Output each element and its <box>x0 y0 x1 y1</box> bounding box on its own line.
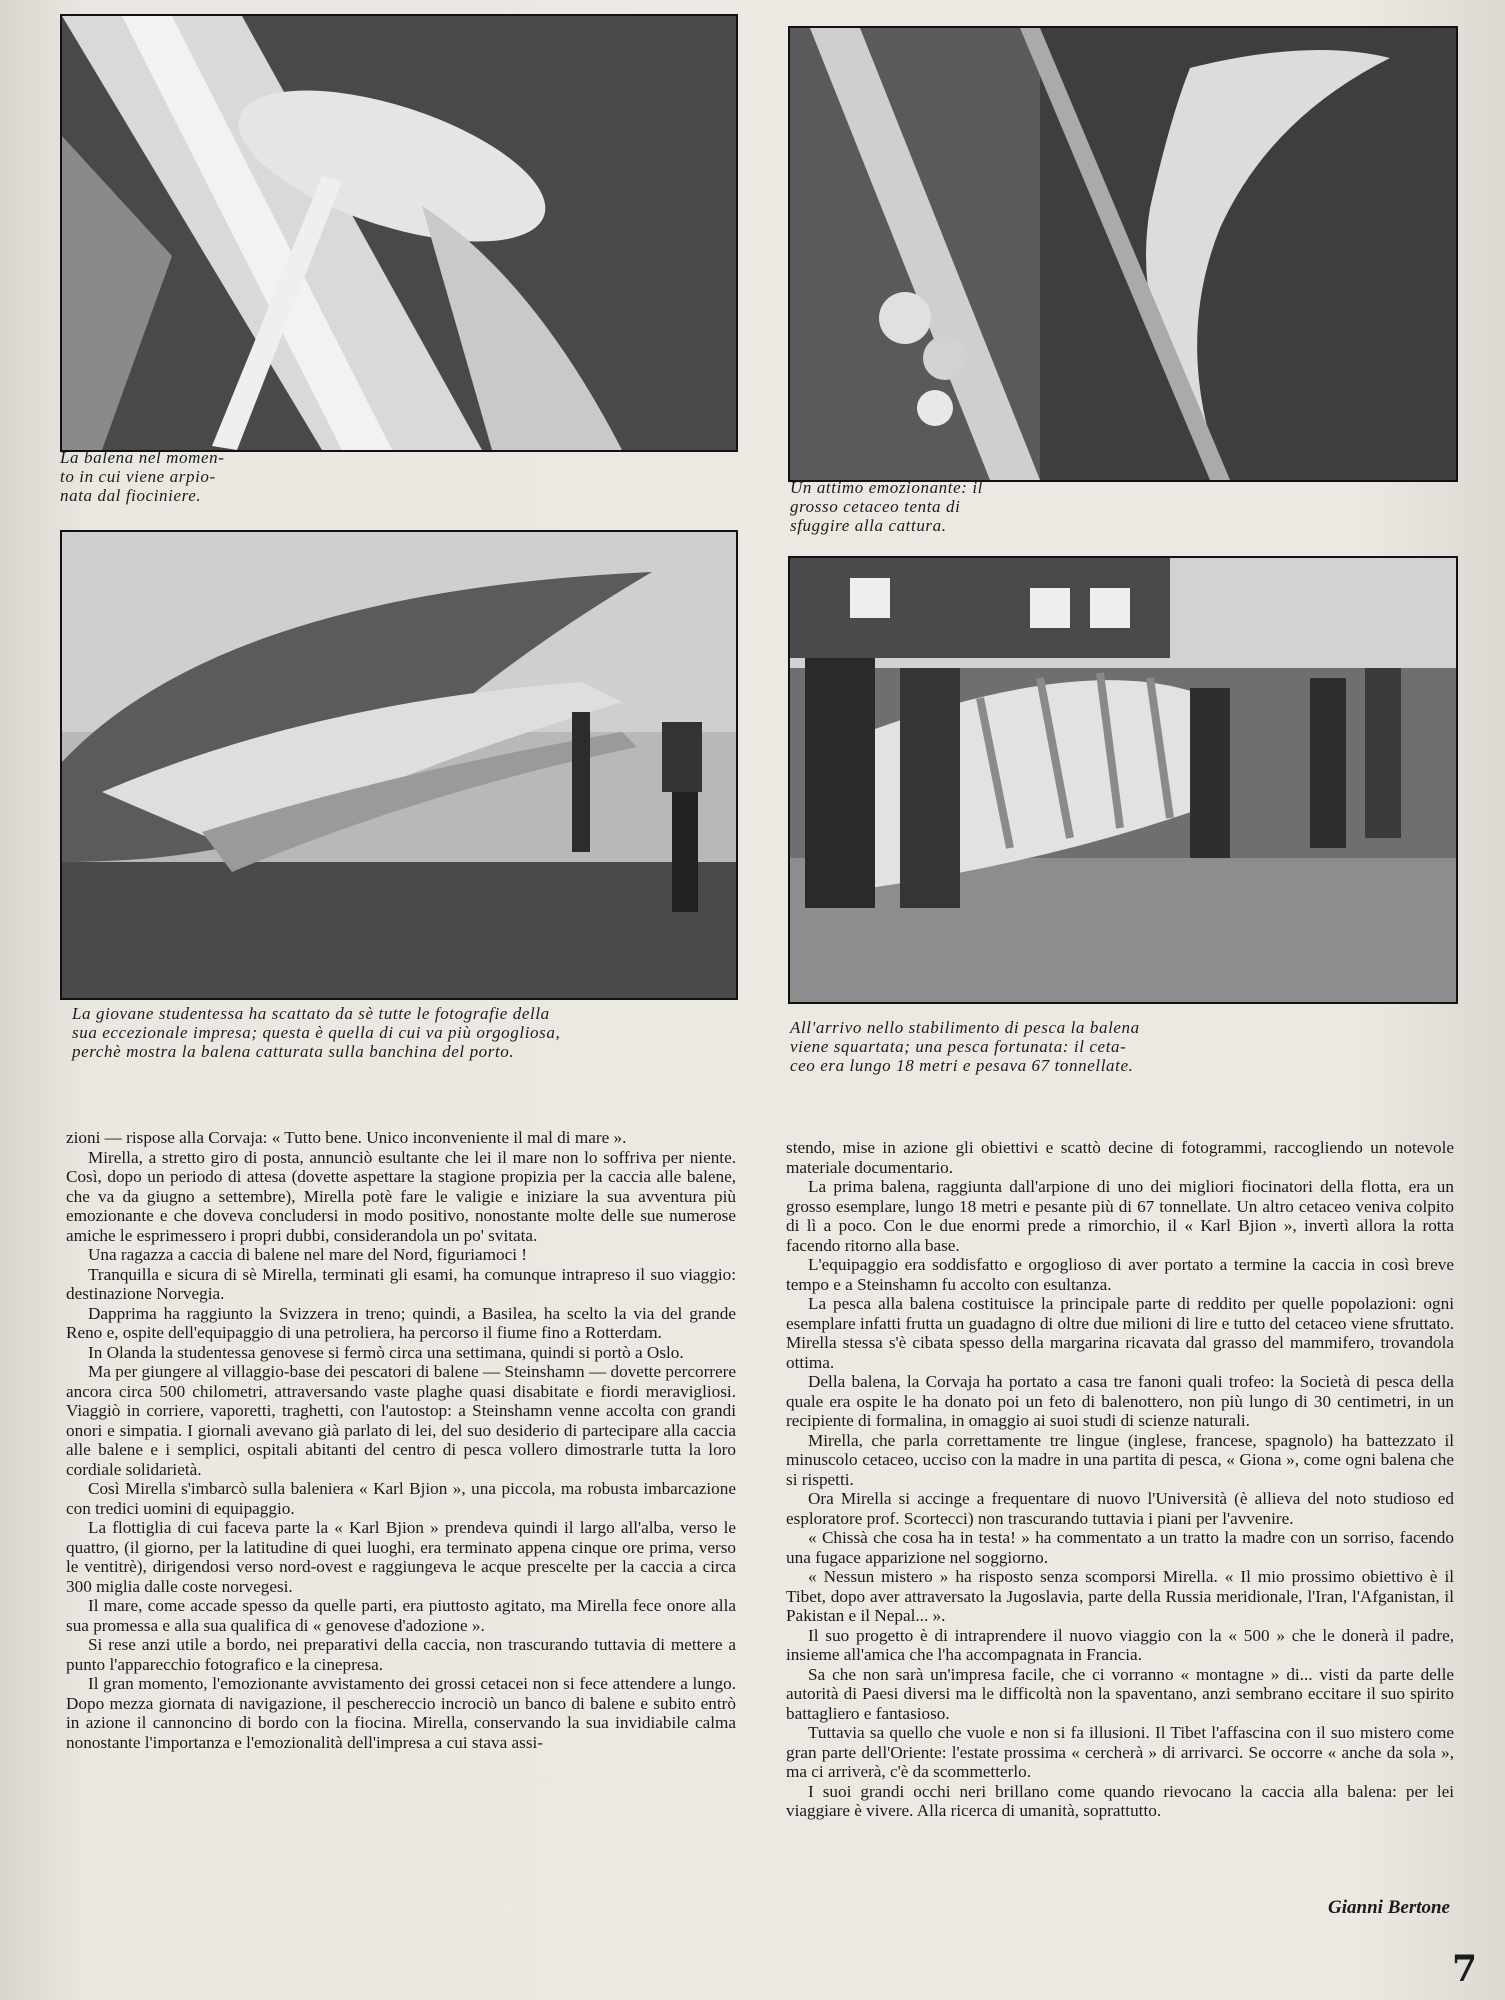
photo-caption-3: La giovane studentessa ha scattato da sè tutte le fotografie della sua eccezionale impresa; questa è quella di cui va più orgogliosa, perchè mostra la balena catturata sulla banchina del porto. <box>72 1004 561 1061</box>
photo-whale-escaping <box>788 26 1458 482</box>
article-column-left <box>66 1128 736 1752</box>
page-number: 7 <box>1451 1948 1477 1990</box>
article-paragraph: zioni — rispose alla Corvaja: « Tutto bene. Unico inconveniente il mal di mare ». <box>66 1128 627 1147</box>
article-paragraph: Mirella, che parla correttamente tre lingue (inglese, francese, spagnolo) ha battezzato il minuscolo cetaceo, ucciso con la madre in una partita di pesca, « Giona », come ogni balena che si rispetti. <box>786 1430 1454 1489</box>
article-paragraph: Il suo progetto è di intraprendere il nuovo viaggio con la « 500 » che le donerà il padre, insieme all'amica che l'ha accompagnata in Francia. <box>786 1625 1454 1664</box>
article-paragraph: L'equipaggio era soddisfatto e orgoglioso di aver portato a termine la caccia in così breve tempo e a Steinshamn fu accolto con esultanza. <box>786 1255 1454 1294</box>
article-paragraph: Tranquilla e sicura di sè Mirella, terminati gli esami, ha comunque intrapreso il suo viaggio: destinazione Norvegia. <box>66 1264 736 1303</box>
photo-whale-on-dock <box>60 530 738 1000</box>
article-paragraph: In Olanda la studentessa genovese si fermò circa una settimana, quindi si portò a Oslo. <box>88 1342 684 1362</box>
photo-whale-flensing <box>788 556 1458 1004</box>
article-paragraph: La prima balena, raggiunta dall'arpione di uno dei migliori fiocinatori della flotta, era un grosso esemplare, lungo 18 metri e pesante più di 67 tonnellate. Un altro cetaceo veniva colpito di lì a poco. Con le due enormi prede a rimorchio, il « Karl Bjion », invertì allora la rotta facendo ritorno alla base. <box>786 1177 1454 1255</box>
author-signature: Gianni Bertone <box>1328 1897 1450 1918</box>
article-paragraph: Il mare, come accade spesso da quelle parti, era piuttosto agitato, ma Mirella fece onore alla sua promessa e alla sua qualifica di « genovese d'adozione ». <box>66 1596 736 1635</box>
article-paragraph: Mirella, a stretto giro di posta, annunciò esultante che lei il mare non lo soffriva per niente. Così, dopo un periodo di attesa (dovette aspettare la stagione propizia per la caccia alle balene, che va da giugno a settembre), Mirella potè fare le valigie e iniziare la sua avventura più emozionante e che doveva concludersi in modo positivo, nonostante molte delle sue numerose amiche le esprimessero i propri dubbi, considerandola un po' svitata. <box>66 1147 736 1245</box>
article-paragraph: Tuttavia sa quello che vuole e non si fa illusioni. Il Tibet l'affascina con il suo mistero come gran parte dell'Oriente: l'estate prossima « cercherà » di arrivarci. Se occorre « anche da sola », ma ci arriverà, c'è da scommetterlo. <box>786 1723 1454 1781</box>
photo-caption-2: Un attimo emozionante: il grosso cetaceo tenta di sfuggire alla cattura. <box>790 478 984 535</box>
article-paragraph: « Nessun mistero » ha risposto senza scomporsi Mirella. « Il mio prossimo obiettivo è il Tibet, dopo aver attraversato la Jugoslavia, parte della Russia meridionale, l'Iran, l'Afganistan, il Pakistan e il Nepal... ». <box>786 1567 1454 1625</box>
article-paragraph: La flottiglia di cui faceva parte la « Karl Bjion » prendeva quindi il largo all'alba, verso le quattro, (il giorno, per la latitudine di quei luoghi, era terminato appena cinque ore prima, verso le ventitrè), dirigendosi verso nord-ovest e raggiungeva le acque prescelte per la caccia a circa 300 miglia dalle coste norvegesi. <box>66 1518 736 1596</box>
article-paragraph: stendo, mise in azione gli obiettivi e scattò decine di fotogrammi, raccogliendo un notevole materiale documentario. <box>786 1138 1454 1177</box>
article-paragraph: Sa che non sarà un'impresa facile, che ci vorranno « montagne » di... visti da parte delle autorità di Paesi diversi ma le difficoltà non la spaventano, anzi sembrano eccitare il suo spirito battagliero e fantasioso. <box>786 1664 1454 1723</box>
article-paragraph: Il gran momento, l'emozionante avvistamento dei grossi cetacei non si fece attendere a lungo. Dopo mezza giornata di navigazione, il peschereccio incrociò un banco di balene e subito entrò in azione il cannoncino di bordo con la fiocina. Mirella, conservando la sua invidiabile calma nonostante l'importanza e l'emozionalità dell'impresa a cui stava assi- <box>66 1674 736 1752</box>
photo-caption-4: All'arrivo nello stabilimento di pesca la balena viene squartata; una pesca fortunata: il ceta- ceo era lungo 18 metri e pesava 67 tonnellate. <box>790 1018 1140 1075</box>
article-paragraph: Una ragazza a caccia di balene nel mare del Nord, figuriamoci ! <box>88 1245 527 1264</box>
article-paragraph: I suoi grandi occhi neri brillano come quando rievocano la caccia alla balena: per lei viaggiare è vivere. Alla ricerca di umanità, soprattutto. <box>786 1781 1454 1820</box>
article-paragraph: Si rese anzi utile a bordo, nei preparativi della caccia, non trascurando tuttavia di mettere a punto l'apparecchio fotografico e la cinepresa. <box>66 1635 736 1674</box>
article-paragraph: Ma per giungere al villaggio-base dei pescatori di balene — Steinshamn — dovette percorrere ancora circa 500 chilometri, attraversando vaste plaghe quasi disabitate e fiordi meravigliosi. Viaggiò in corriere, vaporetti, traghetti, con l'autostop: a Steinshamn venne accolta con grandi onori e simpatia. I giornali avevano già parlato di lei, del suo desiderio di partecipare alla caccia alle balene e i semplici, ospitali abitanti del centro di pesca vollero dimostrarle tutta la loro cordiale solidarietà. <box>66 1362 736 1479</box>
photo-caption-1: La balena nel momen- to in cui viene arpio- nata dal fiociniere. <box>60 448 225 505</box>
article-paragraph: Così Mirella s'imbarcò sulla baleniera « Karl Bjion », una piccola, ma robusta imbarcazione con tredici uomini di equipaggio. <box>66 1479 736 1518</box>
article-paragraph: La pesca alla balena costituisce la principale parte di reddito per quelle popolazioni: ogni esemplare infatti frutta un guadagno di oltre due milioni di lire e tutto del cetaceo viene sfruttato. Mirella stessa s'è cibata spesso della margarina ricavata dal grasso del mammifero, trovandola ottima. <box>786 1294 1454 1372</box>
article-column-right <box>786 1138 1454 1821</box>
article-paragraph: Ora Mirella si accinge a frequentare di nuovo l'Università (è allieva del noto studioso ed esploratore prof. Scortecci) non trascurando tuttavia i piani per l'avvenire. <box>786 1489 1454 1528</box>
photo-whale-harpooned <box>60 14 738 452</box>
article-paragraph: « Chissà che cosa ha in testa! » ha commentato a un tratto la madre con un sorriso, facendo una fugace apparizione nel soggiorno. <box>786 1528 1454 1567</box>
article-paragraph: Dapprima ha raggiunto la Svizzera in treno; quindi, a Basilea, ha scelto la via del grande Reno e, ospite dell'equipaggio di una petroliera, ha percorso il fiume fino a Rotterdam. <box>66 1303 736 1342</box>
article-paragraph: Della balena, la Corvaja ha portato a casa tre fanoni quali trofeo: la Società di pesca della quale era ospite le ha donato poi un feto di balenottero, non più lungo di 30 centimetri, in un recipiente di formalina, in omaggio ai suoi studi di scienze naturali. <box>786 1372 1454 1430</box>
